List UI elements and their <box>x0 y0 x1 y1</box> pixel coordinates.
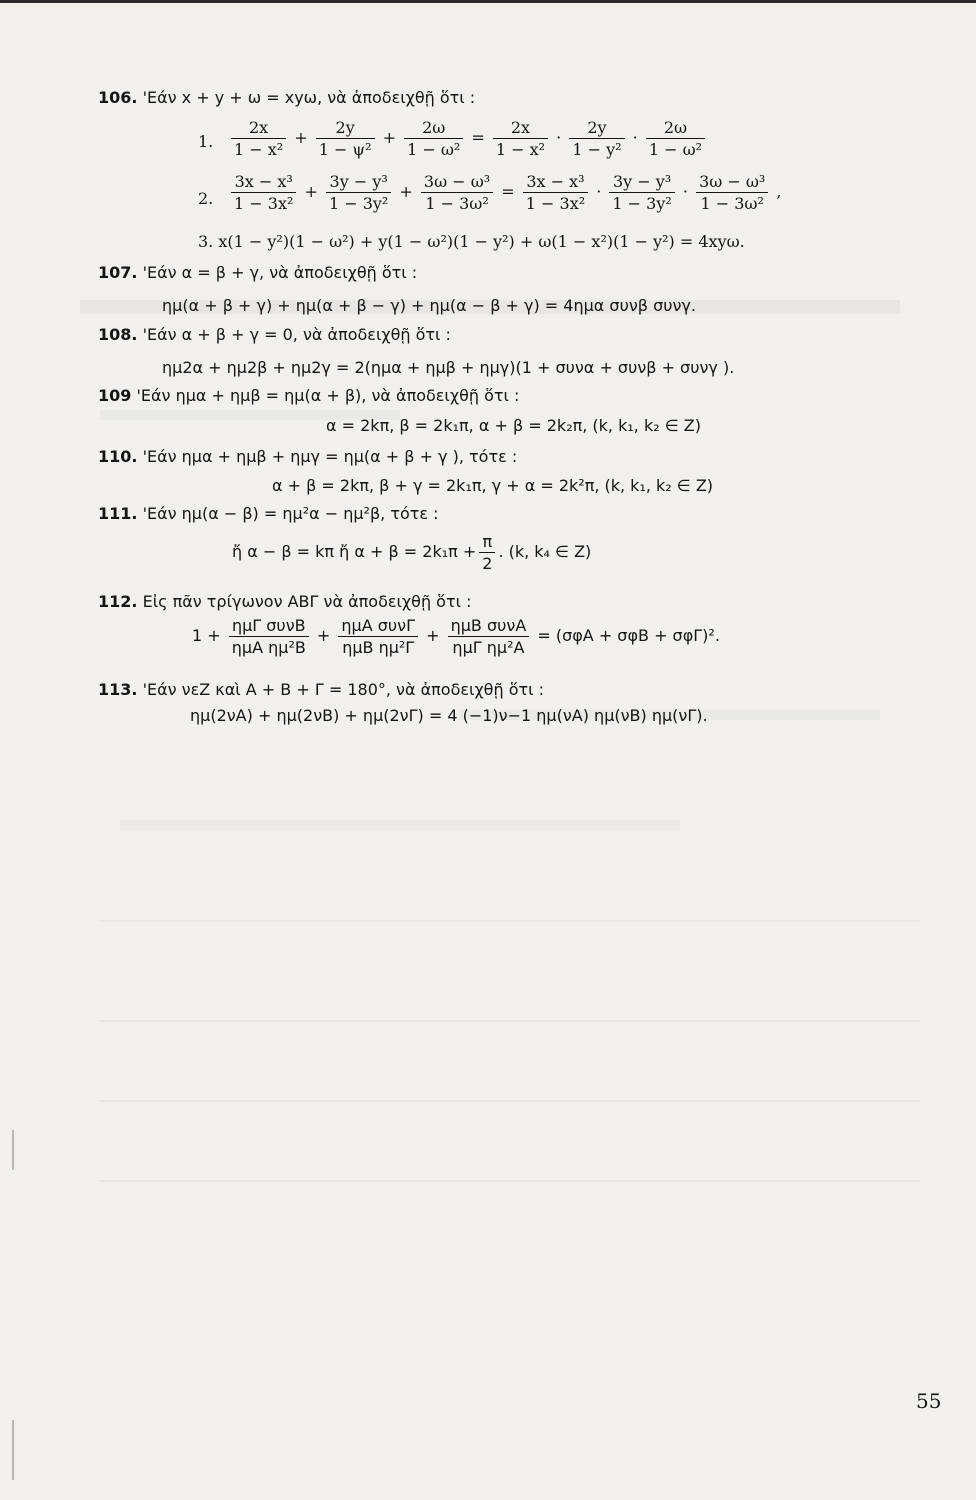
problem-111-equation: ἤ α − β = kπ ἤ α + β = 2k₁π + $\frac{\pi}{2}$ . (k, k₄ ∈ Z) <box>232 532 592 573</box>
fraction <box>231 172 296 213</box>
denominator: 1 − 3x² <box>231 192 296 213</box>
fraction <box>326 172 391 213</box>
fraction <box>338 616 418 657</box>
problem-108-equation: ημ2α + ημ2β + ημ2γ = 2(ημα + ημβ + ημγ)(1 + συνα + συνβ + συνγ ). <box>162 358 735 377</box>
problem-112-heading: 112. Εἰς πᾶν τρίγωνον ΑΒΓ νὰ ἀποδειχθῇ ὅτι : <box>98 592 472 611</box>
fraction <box>493 118 548 159</box>
numerator: 2x <box>510 118 531 137</box>
problem-113-heading: 113. 'Εάν νεΖ καὶ Α + Β + Γ = 180°, νὰ ἀποδειχθῇ ὅτι : <box>98 680 545 699</box>
problem-107-equation: ημ(α + β + γ) + ημ(α + β − γ) + ημ(α − β + γ) = 4ημα συνβ συνγ. <box>162 296 696 315</box>
operator: + <box>289 128 313 147</box>
page-top-edge <box>0 0 976 3</box>
problem-106-equation-1 <box>228 118 708 159</box>
denominator: 1 − 3ω² <box>696 192 768 213</box>
denominator: 1 − x² <box>231 138 286 159</box>
operator: · <box>677 182 694 201</box>
denominator: 1 − ω² <box>646 138 705 159</box>
problem-106-equation-2 <box>228 172 782 213</box>
fraction <box>448 616 530 657</box>
problem-106-item-2-number: 2. <box>198 189 214 208</box>
denominator: 1 − 3ω² <box>421 192 493 213</box>
problem-106-equation-3: 3. x(1 − y²)(1 − ω²) + y(1 − ω²)(1 − y²) + ω(1 − x²)(1 − y²) = 4xyω. <box>198 232 745 251</box>
problem-110-equation: α + β = 2kπ, β + γ = 2k₁π, γ + α = 2k²π, (k, k₁, k₂ ∈ Z) <box>272 476 714 495</box>
operator: + <box>377 128 402 147</box>
problem-113-equation: ημ(2νΑ) + ημ(2νΒ) + ημ(2νΓ) = 4 (−1)ν−1 ημ(νΑ) ημ(νΒ) ημ(νΓ). <box>190 706 708 725</box>
problem-112-equation <box>192 616 720 657</box>
denominator: ημΓ ημ²Α <box>448 636 530 657</box>
fraction <box>523 172 588 213</box>
problem-108-heading: 108. 'Εάν α + β + γ = 0, νὰ ἀποδειχθῇ ὅτι : <box>98 325 451 344</box>
denominator: 1 − y² <box>569 138 624 159</box>
operator: , <box>771 182 782 201</box>
operator: + <box>421 626 445 645</box>
numerator: 2ω <box>663 118 688 137</box>
numerator: 3x − x³ <box>526 172 585 191</box>
denominator: 1 − x² <box>493 138 548 159</box>
fraction <box>646 118 705 159</box>
denominator: 1 − ψ² <box>316 138 375 159</box>
edge-mark <box>12 1420 14 1480</box>
numerator: 3ω − ω³ <box>423 172 491 191</box>
denominator: 1 − 3x² <box>523 192 588 213</box>
numerator: 2y <box>335 118 355 137</box>
problem-109-equation: α = 2kπ, β = 2k₁π, α + β = 2k₂π, (k, k₁, k₂ ∈ Z) <box>326 416 701 435</box>
operator: 1 + <box>192 626 226 645</box>
denominator: ημΒ ημ²Γ <box>338 636 418 657</box>
fraction <box>696 172 768 213</box>
problem-111-heading: 111. 'Εάν ημ(α − β) = ημ²α − ημ²β, τότε : <box>98 504 439 523</box>
numerator: 3ω − ω³ <box>699 172 766 191</box>
operator: + <box>311 626 336 645</box>
numerator: 3y − y³ <box>612 172 672 191</box>
denominator: ημΑ ημ²Β <box>229 636 309 657</box>
denominator: 1 − ω² <box>404 138 463 159</box>
fraction <box>229 616 309 657</box>
fraction <box>569 118 624 159</box>
numerator: 2x <box>249 118 269 137</box>
fraction <box>316 118 375 159</box>
numerator: ημΓ συνΒ <box>231 616 306 635</box>
operator: = (σφΑ + σφΒ + σφΓ)². <box>532 626 720 645</box>
numerator: ημΒ συνΑ <box>450 616 527 635</box>
problem-107-heading: 107. 'Εάν α = β + γ, νὰ ἀποδειχθῇ ὅτι : <box>98 263 418 282</box>
numerator: ημΑ συνΓ <box>341 616 416 635</box>
operator: · <box>591 182 607 201</box>
operator: = <box>496 182 520 201</box>
numerator: 3y − y³ <box>329 172 388 191</box>
denominator: 1 − 3y² <box>609 192 674 213</box>
problem-109-heading: 109 'Εάν ημα + ημβ = ημ(α + β), νὰ ἀποδειχθῇ ὅτι : <box>98 386 520 405</box>
operator: · <box>627 128 643 147</box>
problem-106-heading: 106. 'Εάν x + y + ω = xyω, νὰ ἀποδειχθῇ ὅτι : <box>98 88 476 107</box>
fraction <box>609 172 674 213</box>
fraction <box>231 118 286 159</box>
operator: + <box>394 182 418 201</box>
fraction <box>404 118 463 159</box>
problem-110-heading: 110. 'Εάν ημα + ημβ + ημγ = ημ(α + β + γ ), τότε : <box>98 447 518 466</box>
operator: · <box>551 128 567 147</box>
operator: + <box>299 182 323 201</box>
numerator: 2y <box>587 118 607 137</box>
page-number: 55 <box>916 1389 942 1413</box>
problem-106-item-1-number: 1. <box>198 132 214 151</box>
numerator: 2ω <box>422 118 446 137</box>
operator: = <box>466 128 490 147</box>
edge-mark <box>12 1130 14 1170</box>
denominator: 1 − 3y² <box>326 192 391 213</box>
fraction <box>421 172 493 213</box>
numerator: 3x − x³ <box>234 172 293 191</box>
